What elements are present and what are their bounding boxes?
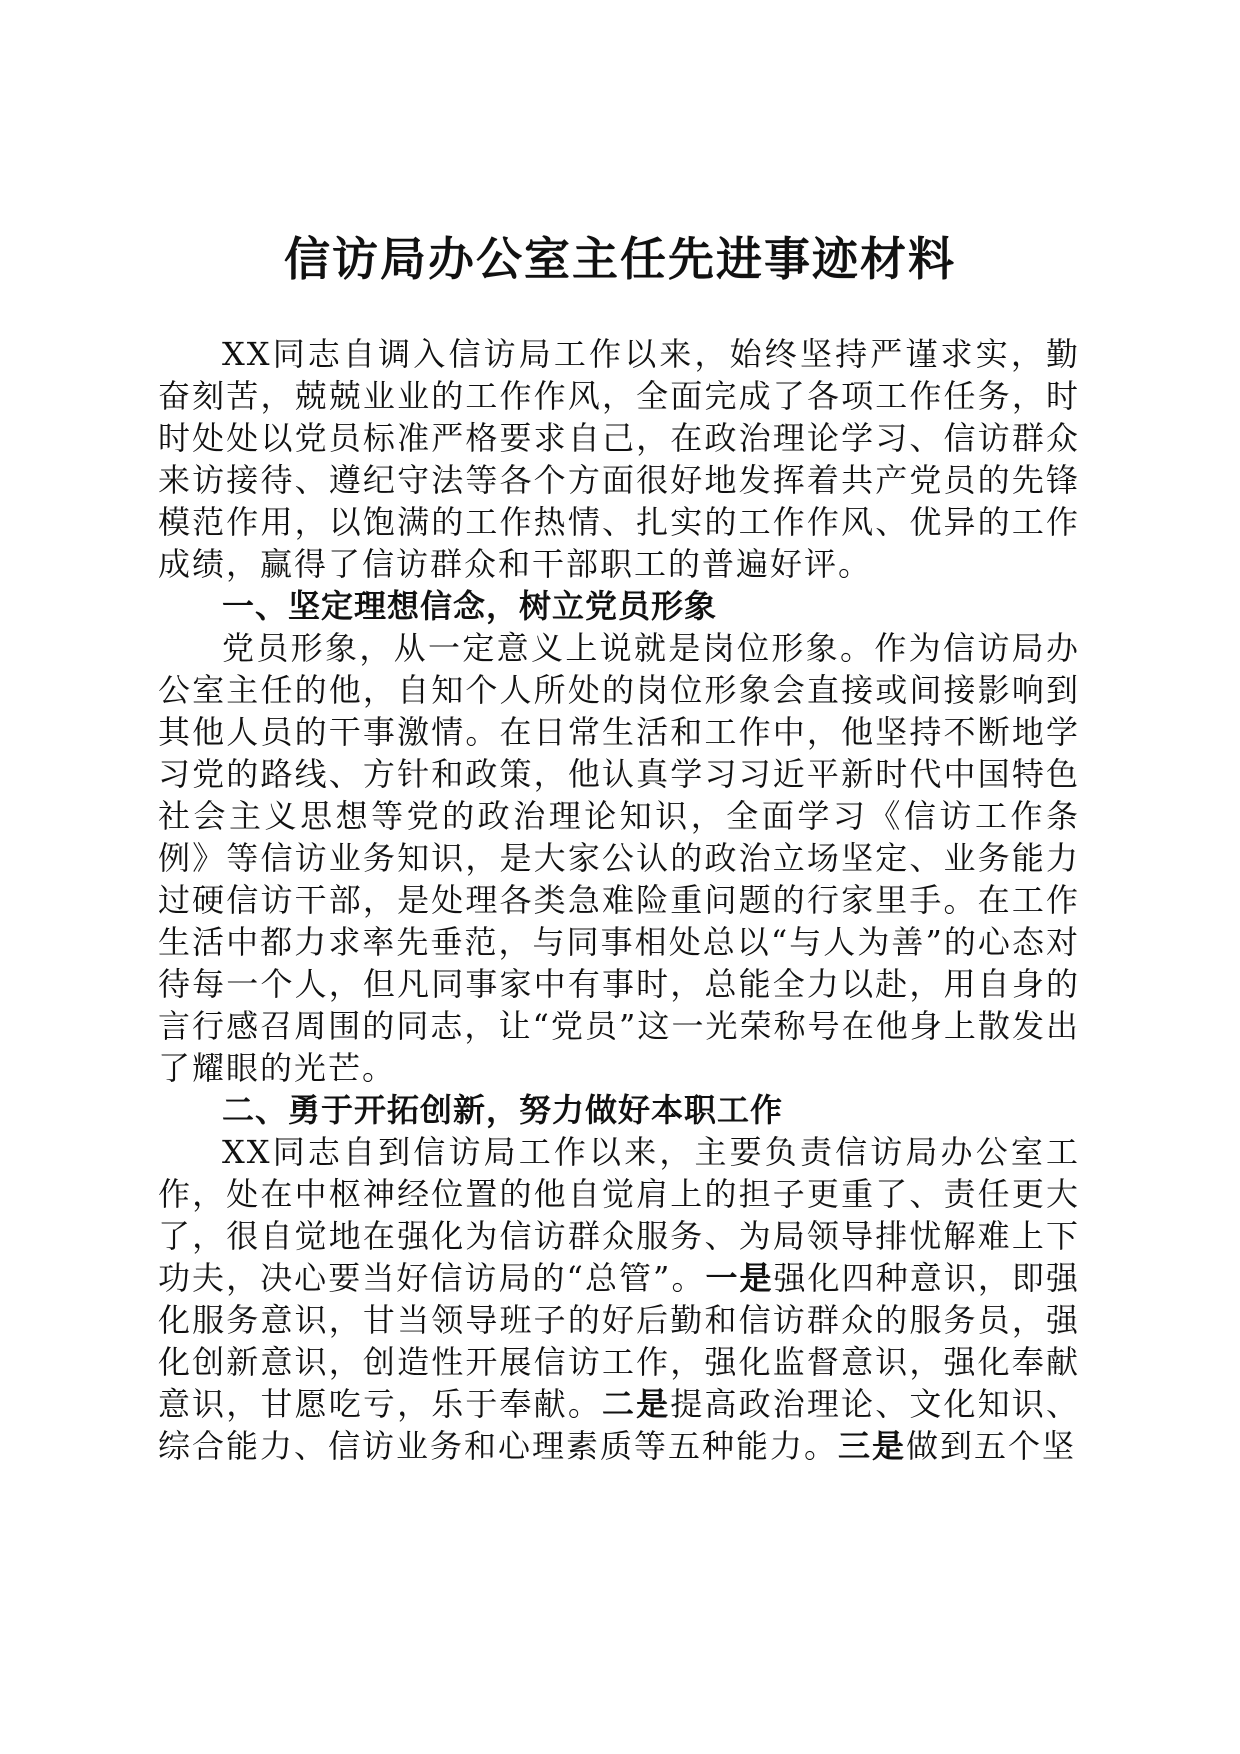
- section-2-text-part-1: XX同志自到信访局工作以来，主要负责信访局办公室工作，处在中枢神经位置的他自觉肩上的担子更重了、责任更大了，很自觉地在强化为信访群众服务、为局领导排忧解难上下功夫，决心要当好信访局的“总管”。: [158, 1133, 1080, 1297]
- section-2-paragraph: [158, 1131, 1080, 1467]
- document-body: [158, 333, 1080, 1467]
- section-1-paragraph: 党员形象，从一定意义上说就是岗位形象。作为信访局办公室主任的他，自知个人所处的岗位形象会直接或间接影响到其他人员的干事激情。在日常生活和工作中，他坚持不断地学习党的路线、方针和政策，他认真学习习近平新时代中国特色社会主义思想等党的政治理论知识，全面学习《信访工作条例》等信访业务知识，是大家公认的政治立场坚定、业务能力过硬信访干部，是处理各类急难险重问题的行家里手。在工作生活中都力求率先垂范，与同事相处总以“与人为善”的心态对待每一个人，但凡同事家中有事时，总能全力以赴，用自身的言行感召周围的同志，让“党员”这一光荣称号在他身上散发出了耀眼的光芒。: [158, 629, 1080, 1087]
- section-1-heading: 一、坚定理想信念，树立党员形象: [222, 587, 718, 625]
- section-2-heading: 二、勇于开拓创新，努力做好本职工作: [222, 1091, 784, 1129]
- document-title: 信访局办公室主任先进事迹材料: [284, 232, 956, 286]
- point-marker-2: 二是: [601, 1385, 671, 1423]
- section-2-text-part-3: 提高政治理论、文化知识、综合能力、信访业务和心理素质等五种能力。: [158, 1385, 1080, 1465]
- section-2-text-part-4: 做到五个坚: [906, 1427, 1077, 1465]
- intro-paragraph: XX同志自调入信访局工作以来，始终坚持严谨求实，勤奋刻苦，兢兢业业的工作作风，全面完成了各项工作任务，时时处处以党员标准严格要求自己，在政治理论学习、信访群众来访接待、遵纪守法等各个方面很好地发挥着共产党员的先锋模范作用，以饱满的工作热情、扎实的工作作风、优异的工作成绩，赢得了信访群众和干部职工的普遍好评。: [158, 335, 1080, 583]
- point-marker-1: 一是: [705, 1259, 774, 1297]
- point-marker-3: 三是: [838, 1427, 907, 1465]
- section-2-text-part-2: 强化四种意识，即强化服务意识，甘当领导班子的好后勤和信访群众的服务员，强化创新意识，创造性开展信访工作，强化监督意识，强化奉献意识，甘愿吃亏，乐于奉献。: [158, 1259, 1080, 1423]
